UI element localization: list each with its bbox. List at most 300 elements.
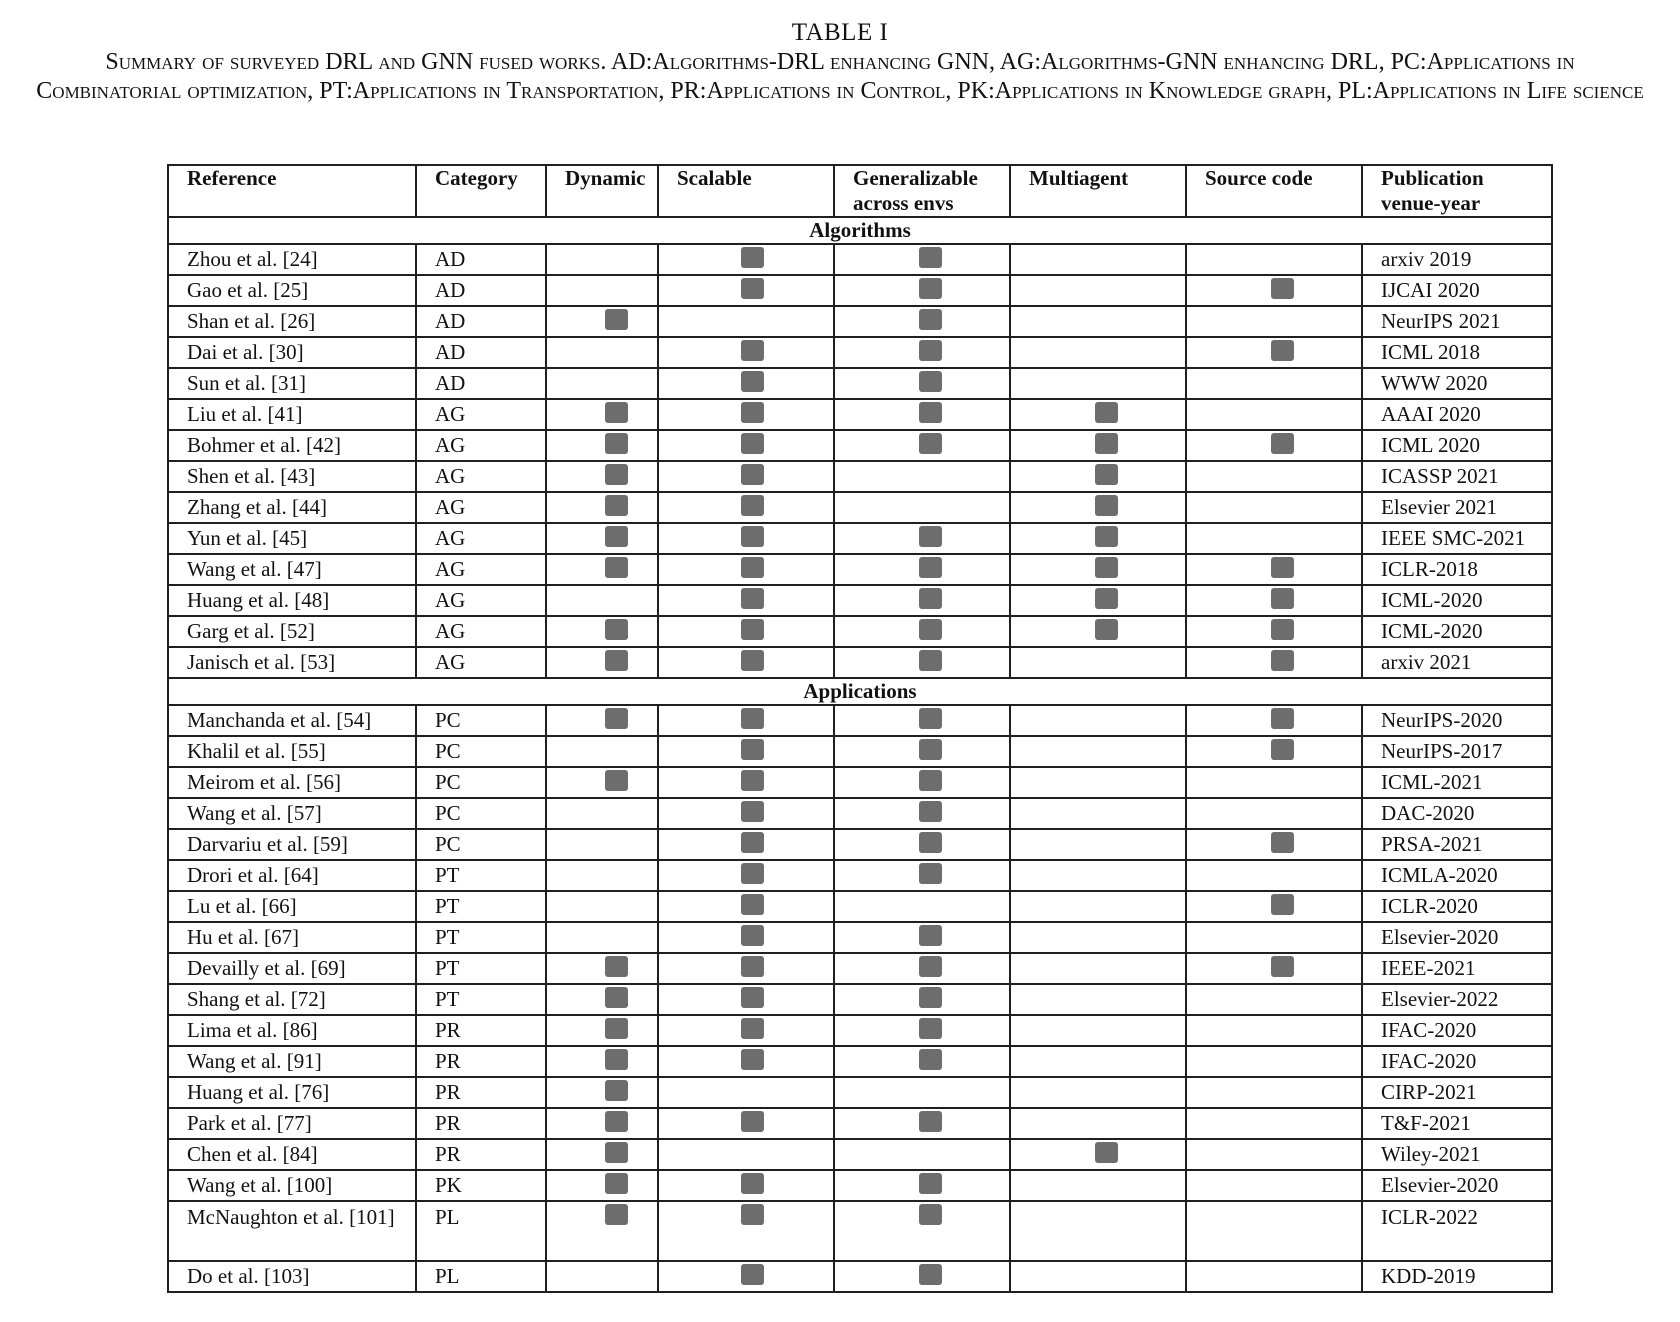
table-row xyxy=(168,337,1552,368)
dyn-cell xyxy=(546,1015,658,1046)
venue-cell: WWW 2020 xyxy=(1362,368,1552,399)
venue-cell: AAAI 2020 xyxy=(1362,399,1552,430)
section-title: Algorithms xyxy=(168,217,1552,244)
mul-cell xyxy=(1010,860,1186,891)
category-cell: AG xyxy=(416,430,546,461)
section-row xyxy=(168,217,1552,244)
table-row xyxy=(168,647,1552,678)
venue-cell: ICML-2020 xyxy=(1362,616,1552,647)
header-venue: Publication venue-year xyxy=(1362,165,1552,217)
mul-cell xyxy=(1010,1261,1186,1292)
mul-cell xyxy=(1010,430,1186,461)
header-category: Category xyxy=(416,165,546,217)
sca-cell xyxy=(658,1139,834,1170)
venue-cell: IFAC-2020 xyxy=(1362,1046,1552,1077)
reference-cell: Huang et al. [76] xyxy=(168,1077,416,1108)
src-cell xyxy=(1186,984,1362,1015)
check-mark-icon xyxy=(919,770,942,791)
check-mark-icon xyxy=(605,402,628,423)
table-row xyxy=(168,1170,1552,1201)
reference-cell: Manchanda et al. [54] xyxy=(168,705,416,736)
reference-cell: Drori et al. [64] xyxy=(168,860,416,891)
check-mark-icon xyxy=(741,925,764,946)
dyn-cell xyxy=(546,523,658,554)
venue-cell: arxiv 2021 xyxy=(1362,647,1552,678)
src-cell xyxy=(1186,337,1362,368)
sca-cell xyxy=(658,1077,834,1108)
category-cell: AD xyxy=(416,368,546,399)
reference-cell: Wang et al. [100] xyxy=(168,1170,416,1201)
sca-cell xyxy=(658,492,834,523)
venue-cell: ICML-2020 xyxy=(1362,585,1552,616)
table-row xyxy=(168,244,1552,275)
check-mark-icon xyxy=(1271,278,1294,299)
mul-cell xyxy=(1010,1201,1186,1261)
mul-cell xyxy=(1010,829,1186,860)
check-mark-icon xyxy=(741,464,764,485)
mul-cell xyxy=(1010,275,1186,306)
section-row xyxy=(168,678,1552,705)
src-cell xyxy=(1186,922,1362,953)
gen-cell xyxy=(834,337,1010,368)
dyn-cell xyxy=(546,585,658,616)
gen-cell xyxy=(834,244,1010,275)
gen-cell xyxy=(834,705,1010,736)
src-cell xyxy=(1186,860,1362,891)
category-cell: PT xyxy=(416,891,546,922)
category-cell: AD xyxy=(416,306,546,337)
check-mark-icon xyxy=(1095,557,1118,578)
gen-cell xyxy=(834,829,1010,860)
src-cell xyxy=(1186,585,1362,616)
venue-cell: Elsevier-2020 xyxy=(1362,1170,1552,1201)
gen-cell xyxy=(834,736,1010,767)
src-cell xyxy=(1186,368,1362,399)
venue-cell: NeurIPS-2020 xyxy=(1362,705,1552,736)
check-mark-icon xyxy=(741,956,764,977)
dyn-cell xyxy=(546,1261,658,1292)
reference-cell: Huang et al. [48] xyxy=(168,585,416,616)
dyn-cell xyxy=(546,616,658,647)
section-title: Applications xyxy=(168,678,1552,705)
check-mark-icon xyxy=(605,495,628,516)
sca-cell xyxy=(658,461,834,492)
check-mark-icon xyxy=(741,801,764,822)
src-cell xyxy=(1186,1170,1362,1201)
check-mark-icon xyxy=(919,402,942,423)
reference-cell: Do et al. [103] xyxy=(168,1261,416,1292)
table-row xyxy=(168,399,1552,430)
reference-cell: Sun et al. [31] xyxy=(168,368,416,399)
table-row xyxy=(168,984,1552,1015)
table-row xyxy=(168,430,1552,461)
reference-cell: Dai et al. [30] xyxy=(168,337,416,368)
sca-cell xyxy=(658,767,834,798)
reference-cell: McNaughton et al. [101] xyxy=(168,1201,416,1261)
sca-cell xyxy=(658,1108,834,1139)
check-mark-icon xyxy=(741,1018,764,1039)
check-mark-icon xyxy=(741,1049,764,1070)
category-cell: PT xyxy=(416,953,546,984)
check-mark-icon xyxy=(1271,557,1294,578)
reference-cell: Meirom et al. [56] xyxy=(168,767,416,798)
table-row xyxy=(168,1261,1552,1292)
gen-cell xyxy=(834,492,1010,523)
src-cell xyxy=(1186,1139,1362,1170)
dyn-cell xyxy=(546,1077,658,1108)
reference-cell: Wang et al. [91] xyxy=(168,1046,416,1077)
check-mark-icon xyxy=(1095,588,1118,609)
reference-cell: Gao et al. [25] xyxy=(168,275,416,306)
venue-cell: Elsevier 2021 xyxy=(1362,492,1552,523)
sca-cell xyxy=(658,1261,834,1292)
gen-cell xyxy=(834,1139,1010,1170)
category-cell: PC xyxy=(416,829,546,860)
check-mark-icon xyxy=(605,1173,628,1194)
dyn-cell xyxy=(546,736,658,767)
category-cell: PR xyxy=(416,1139,546,1170)
src-cell xyxy=(1186,275,1362,306)
venue-cell: DAC-2020 xyxy=(1362,798,1552,829)
sca-cell xyxy=(658,891,834,922)
check-mark-icon xyxy=(605,987,628,1008)
table-row xyxy=(168,275,1552,306)
check-mark-icon xyxy=(919,1018,942,1039)
check-mark-icon xyxy=(741,863,764,884)
category-cell: PR xyxy=(416,1015,546,1046)
check-mark-icon xyxy=(919,987,942,1008)
check-mark-icon xyxy=(919,309,942,330)
venue-cell: ICML-2021 xyxy=(1362,767,1552,798)
gen-cell xyxy=(834,275,1010,306)
table-row xyxy=(168,523,1552,554)
check-mark-icon xyxy=(605,1204,628,1225)
src-cell xyxy=(1186,554,1362,585)
sca-cell xyxy=(658,585,834,616)
sca-cell xyxy=(658,523,834,554)
src-cell xyxy=(1186,430,1362,461)
check-mark-icon xyxy=(605,619,628,640)
reference-cell: Bohmer et al. [42] xyxy=(168,430,416,461)
dyn-cell xyxy=(546,829,658,860)
dyn-cell xyxy=(546,953,658,984)
src-cell xyxy=(1186,767,1362,798)
category-cell: PR xyxy=(416,1077,546,1108)
mul-cell xyxy=(1010,705,1186,736)
check-mark-icon xyxy=(605,770,628,791)
check-mark-icon xyxy=(919,526,942,547)
reference-cell: Shang et al. [72] xyxy=(168,984,416,1015)
check-mark-icon xyxy=(919,739,942,760)
venue-cell: ICASSP 2021 xyxy=(1362,461,1552,492)
check-mark-icon xyxy=(1271,619,1294,640)
gen-cell xyxy=(834,891,1010,922)
category-cell: PR xyxy=(416,1108,546,1139)
src-cell xyxy=(1186,647,1362,678)
reference-cell: Shan et al. [26] xyxy=(168,306,416,337)
check-mark-icon xyxy=(605,1111,628,1132)
mul-cell xyxy=(1010,891,1186,922)
gen-cell xyxy=(834,647,1010,678)
header-row xyxy=(168,165,1552,217)
venue-cell: ICML 2018 xyxy=(1362,337,1552,368)
check-mark-icon xyxy=(1095,464,1118,485)
table-body xyxy=(168,217,1552,1292)
venue-cell: Wiley-2021 xyxy=(1362,1139,1552,1170)
category-cell: AD xyxy=(416,275,546,306)
gen-cell xyxy=(834,1170,1010,1201)
venue-cell: IJCAI 2020 xyxy=(1362,275,1552,306)
check-mark-icon xyxy=(605,708,628,729)
header-scalable: Scalable xyxy=(658,165,834,217)
mul-cell xyxy=(1010,798,1186,829)
header-source-code: Source code xyxy=(1186,165,1362,217)
check-mark-icon xyxy=(741,1204,764,1225)
reference-cell: Lima et al. [86] xyxy=(168,1015,416,1046)
sca-cell xyxy=(658,798,834,829)
table-caption xyxy=(0,18,1680,106)
reference-cell: Devailly et al. [69] xyxy=(168,953,416,984)
check-mark-icon xyxy=(919,340,942,361)
src-cell xyxy=(1186,705,1362,736)
gen-cell xyxy=(834,430,1010,461)
category-cell: PT xyxy=(416,922,546,953)
sca-cell xyxy=(658,1201,834,1261)
gen-cell xyxy=(834,1201,1010,1261)
venue-cell: PRSA-2021 xyxy=(1362,829,1552,860)
table-row xyxy=(168,306,1552,337)
src-cell xyxy=(1186,244,1362,275)
sca-cell xyxy=(658,554,834,585)
dyn-cell xyxy=(546,922,658,953)
check-mark-icon xyxy=(605,1142,628,1163)
gen-cell xyxy=(834,922,1010,953)
check-mark-icon xyxy=(741,247,764,268)
table-title: TABLE I xyxy=(791,19,889,46)
check-mark-icon xyxy=(919,650,942,671)
dyn-cell xyxy=(546,860,658,891)
gen-cell xyxy=(834,523,1010,554)
venue-cell: arxiv 2019 xyxy=(1362,244,1552,275)
gen-cell xyxy=(834,306,1010,337)
sca-cell xyxy=(658,616,834,647)
mul-cell xyxy=(1010,767,1186,798)
check-mark-icon xyxy=(919,1111,942,1132)
category-cell: AG xyxy=(416,523,546,554)
reference-cell: Hu et al. [67] xyxy=(168,922,416,953)
dyn-cell xyxy=(546,399,658,430)
dyn-cell xyxy=(546,1139,658,1170)
reference-cell: Yun et al. [45] xyxy=(168,523,416,554)
sca-cell xyxy=(658,1046,834,1077)
check-mark-icon xyxy=(919,801,942,822)
check-mark-icon xyxy=(919,1049,942,1070)
check-mark-icon xyxy=(741,526,764,547)
dyn-cell xyxy=(546,798,658,829)
src-cell xyxy=(1186,1046,1362,1077)
check-mark-icon xyxy=(919,619,942,640)
check-mark-icon xyxy=(1095,402,1118,423)
dyn-cell xyxy=(546,461,658,492)
venue-cell: CIRP-2021 xyxy=(1362,1077,1552,1108)
mul-cell xyxy=(1010,736,1186,767)
sca-cell xyxy=(658,430,834,461)
mul-cell xyxy=(1010,244,1186,275)
src-cell xyxy=(1186,891,1362,922)
category-cell: PR xyxy=(416,1046,546,1077)
reference-cell: Zhang et al. [44] xyxy=(168,492,416,523)
table-row xyxy=(168,736,1552,767)
check-mark-icon xyxy=(741,894,764,915)
venue-cell: NeurIPS 2021 xyxy=(1362,306,1552,337)
header-multiagent: Multiagent xyxy=(1010,165,1186,217)
gen-cell xyxy=(834,616,1010,647)
table-row xyxy=(168,1015,1552,1046)
category-cell: PK xyxy=(416,1170,546,1201)
check-mark-icon xyxy=(741,1173,764,1194)
reference-cell: Garg et al. [52] xyxy=(168,616,416,647)
sca-cell xyxy=(658,368,834,399)
gen-cell xyxy=(834,1077,1010,1108)
check-mark-icon xyxy=(1271,650,1294,671)
check-mark-icon xyxy=(605,464,628,485)
table-row xyxy=(168,368,1552,399)
dyn-cell xyxy=(546,368,658,399)
check-mark-icon xyxy=(919,925,942,946)
mul-cell xyxy=(1010,368,1186,399)
mul-cell xyxy=(1010,647,1186,678)
sca-cell xyxy=(658,306,834,337)
table-row xyxy=(168,829,1552,860)
category-cell: PC xyxy=(416,705,546,736)
sca-cell xyxy=(658,860,834,891)
reference-cell: Zhou et al. [24] xyxy=(168,244,416,275)
src-cell xyxy=(1186,399,1362,430)
dyn-cell xyxy=(546,430,658,461)
check-mark-icon xyxy=(919,247,942,268)
check-mark-icon xyxy=(741,650,764,671)
table-row xyxy=(168,585,1552,616)
category-cell: AG xyxy=(416,399,546,430)
table-row xyxy=(168,492,1552,523)
dyn-cell xyxy=(546,1170,658,1201)
category-cell: PC xyxy=(416,736,546,767)
src-cell xyxy=(1186,306,1362,337)
mul-cell xyxy=(1010,399,1186,430)
check-mark-icon xyxy=(919,278,942,299)
table-row xyxy=(168,554,1552,585)
reference-cell: Wang et al. [47] xyxy=(168,554,416,585)
venue-cell: IEEE SMC-2021 xyxy=(1362,523,1552,554)
venue-cell: Elsevier-2020 xyxy=(1362,922,1552,953)
src-cell xyxy=(1186,798,1362,829)
category-cell: PC xyxy=(416,767,546,798)
mul-cell xyxy=(1010,1015,1186,1046)
gen-cell xyxy=(834,767,1010,798)
category-cell: PT xyxy=(416,984,546,1015)
table-caption-text: Summary of surveyed DRL and GNN fused works. AD:Algorithms-DRL enhancing GNN, AG:Algorithms-GNN enhancing DRL, PC:Applications in Combinatorial optimization, PT:Applications in Transportation, PR:Applications in Control, PK:Applications in Knowledge graph, PL:Applications in Life science xyxy=(36,49,1644,104)
table-row xyxy=(168,1108,1552,1139)
venue-cell: ICLR-2022 xyxy=(1362,1201,1552,1261)
check-mark-icon xyxy=(741,619,764,640)
dyn-cell xyxy=(546,275,658,306)
gen-cell xyxy=(834,554,1010,585)
check-mark-icon xyxy=(741,770,764,791)
check-mark-icon xyxy=(605,650,628,671)
mul-cell xyxy=(1010,1077,1186,1108)
check-mark-icon xyxy=(741,739,764,760)
mul-cell xyxy=(1010,1170,1186,1201)
reference-cell: Darvariu et al. [59] xyxy=(168,829,416,860)
check-mark-icon xyxy=(741,1264,764,1285)
check-mark-icon xyxy=(1095,433,1118,454)
mul-cell xyxy=(1010,461,1186,492)
category-cell: AG xyxy=(416,492,546,523)
mul-cell xyxy=(1010,922,1186,953)
reference-cell: Khalil et al. [55] xyxy=(168,736,416,767)
gen-cell xyxy=(834,984,1010,1015)
src-cell xyxy=(1186,461,1362,492)
sca-cell xyxy=(658,647,834,678)
gen-cell xyxy=(834,585,1010,616)
mul-cell xyxy=(1010,554,1186,585)
src-cell xyxy=(1186,523,1362,554)
gen-cell xyxy=(834,461,1010,492)
check-mark-icon xyxy=(741,588,764,609)
header-generalizable: Generalizable across envs xyxy=(834,165,1010,217)
check-mark-icon xyxy=(1271,433,1294,454)
gen-cell xyxy=(834,798,1010,829)
check-mark-icon xyxy=(605,1080,628,1101)
check-mark-icon xyxy=(741,433,764,454)
src-cell xyxy=(1186,1077,1362,1108)
check-mark-icon xyxy=(919,371,942,392)
venue-cell: ICMLA-2020 xyxy=(1362,860,1552,891)
venue-cell: ICLR-2018 xyxy=(1362,554,1552,585)
table-row xyxy=(168,798,1552,829)
check-mark-icon xyxy=(741,340,764,361)
sca-cell xyxy=(658,705,834,736)
table-row xyxy=(168,767,1552,798)
check-mark-icon xyxy=(919,1264,942,1285)
check-mark-icon xyxy=(919,708,942,729)
venue-cell: ICML 2020 xyxy=(1362,430,1552,461)
gen-cell xyxy=(834,368,1010,399)
mul-cell xyxy=(1010,1108,1186,1139)
check-mark-icon xyxy=(919,863,942,884)
check-mark-icon xyxy=(741,278,764,299)
mul-cell xyxy=(1010,1046,1186,1077)
gen-cell xyxy=(834,1261,1010,1292)
check-mark-icon xyxy=(1271,739,1294,760)
reference-cell: Liu et al. [41] xyxy=(168,399,416,430)
reference-cell: Shen et al. [43] xyxy=(168,461,416,492)
check-mark-icon xyxy=(605,1018,628,1039)
reference-cell: Lu et al. [66] xyxy=(168,891,416,922)
reference-cell: Janisch et al. [53] xyxy=(168,647,416,678)
check-mark-icon xyxy=(919,1204,942,1225)
check-mark-icon xyxy=(741,402,764,423)
gen-cell xyxy=(834,1108,1010,1139)
sca-cell xyxy=(658,399,834,430)
gen-cell xyxy=(834,1046,1010,1077)
src-cell xyxy=(1186,616,1362,647)
category-cell: AD xyxy=(416,337,546,368)
dyn-cell xyxy=(546,705,658,736)
table-row xyxy=(168,1046,1552,1077)
category-cell: AG xyxy=(416,585,546,616)
check-mark-icon xyxy=(1271,340,1294,361)
